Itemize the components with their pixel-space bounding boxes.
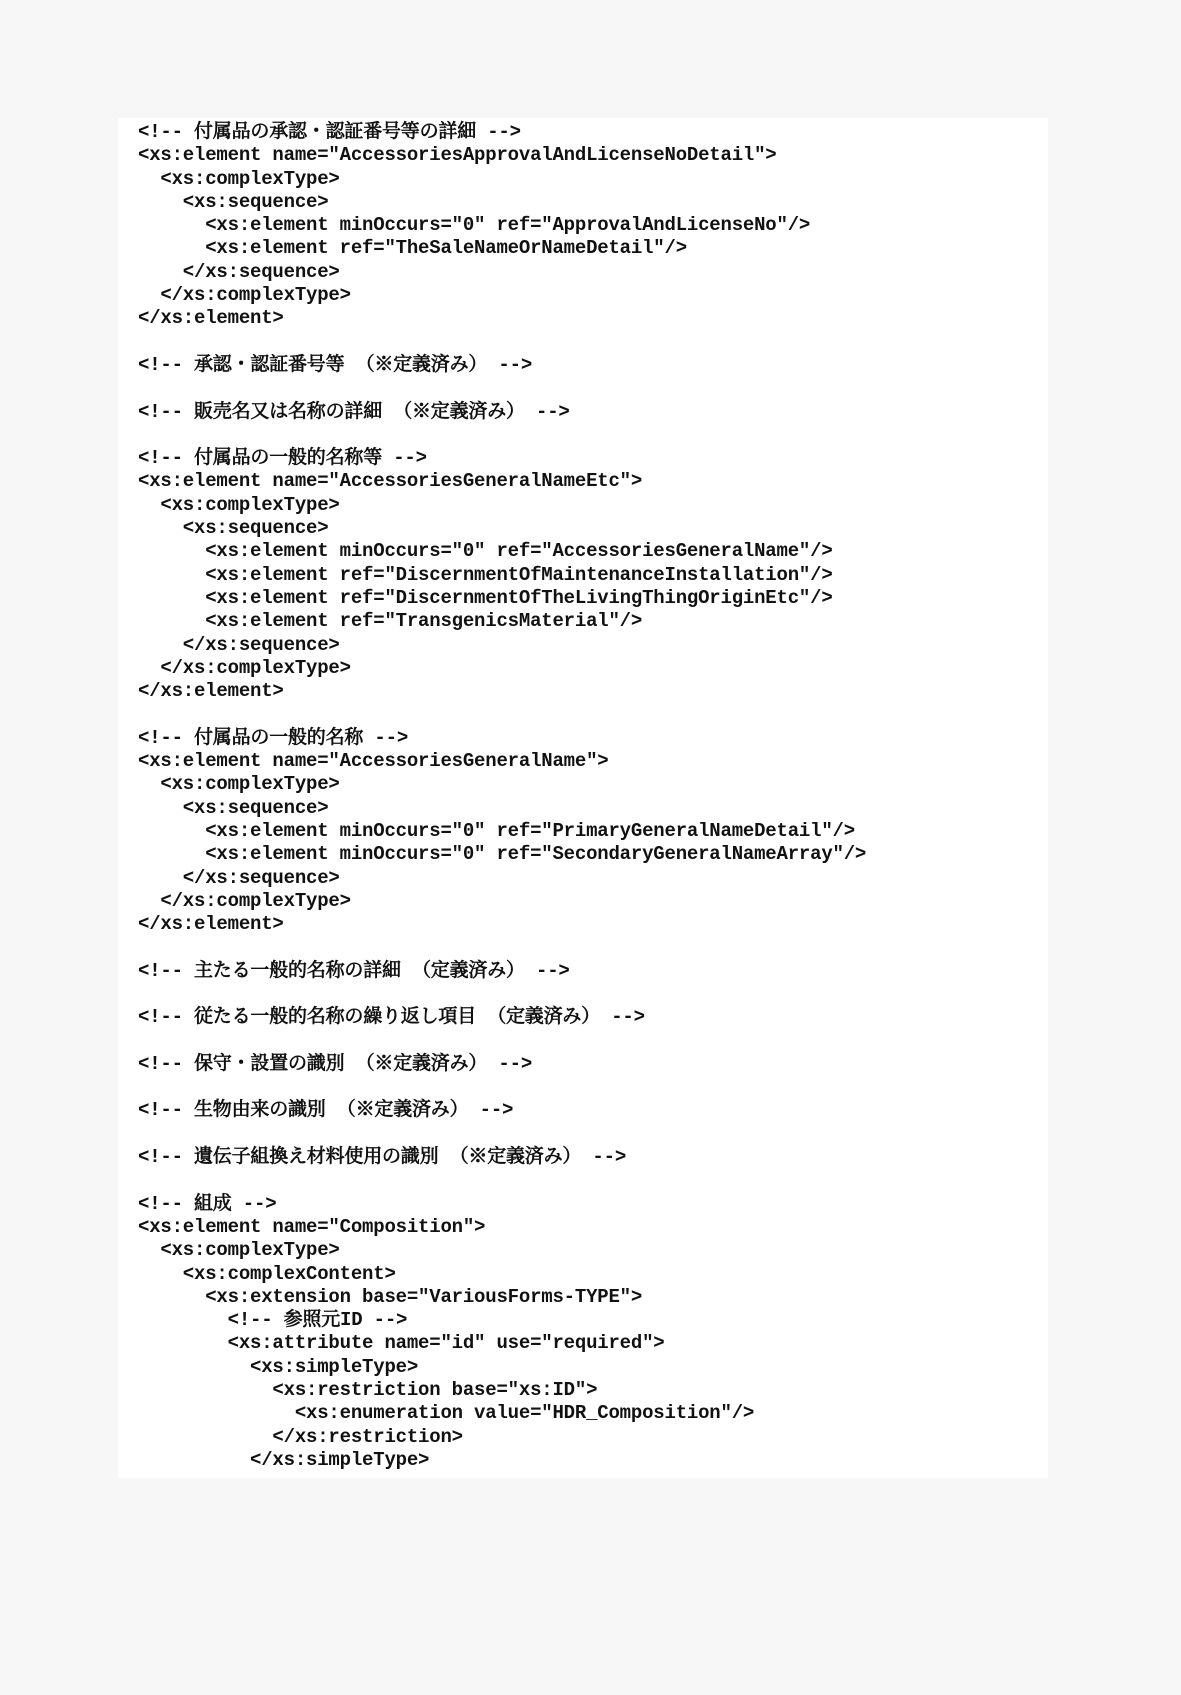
code-line: <xs:attribute name="id" use="required"> [138, 1332, 665, 1355]
code-line: <xs:element name="AccessoriesApprovalAndLicenseNoDetail"> [138, 144, 777, 167]
blank-line [138, 703, 866, 726]
code-comment-line: <!-- 参照元ID --> [138, 1309, 408, 1332]
blank-line [138, 1076, 866, 1099]
code-line: <xs:complexType> [138, 773, 340, 796]
code-line: </xs:element> [138, 913, 284, 936]
code-line: <xs:complexType> [138, 167, 340, 190]
blank-line [138, 377, 866, 400]
xml-schema-code-listing [138, 121, 866, 1472]
code-line: </xs:simpleType> [138, 1448, 430, 1471]
code-line: <xs:element ref="DiscernmentOfMaintenanceInstallation"/> [138, 563, 833, 586]
code-line: <xs:element minOccurs="0" ref="SecondaryGeneralNameArray"/> [138, 843, 867, 866]
code-comment-line: <!-- 保守・設置の識別 （※定義済み） --> [138, 1052, 533, 1075]
code-comment-line: <!-- 主たる一般的名称の詳細 （定義済み） --> [138, 959, 570, 982]
blank-line [138, 936, 866, 959]
code-comment-line: <!-- 従たる一般的名称の繰り返し項目 （定義済み） --> [138, 1006, 645, 1029]
code-line: <xs:sequence> [138, 796, 329, 819]
blank-line [138, 983, 866, 1006]
code-line: <xs:element ref="TheSaleNameOrNameDetail"/> [138, 237, 687, 260]
code-line: <xs:enumeration value="HDR_Composition"/> [138, 1402, 755, 1425]
blank-line [138, 331, 866, 354]
code-comment-line: <!-- 付属品の承認・認証番号等の詳細 --> [138, 121, 521, 143]
code-line: </xs:sequence> [138, 260, 340, 283]
code-comment-line: <!-- 承認・認証番号等 （※定義済み） --> [138, 353, 533, 376]
blank-line [138, 1030, 866, 1053]
code-line: <xs:element minOccurs="0" ref="PrimaryGeneralNameDetail"/> [138, 819, 855, 842]
code-line: </xs:element> [138, 307, 284, 330]
code-line: </xs:complexType> [138, 889, 351, 912]
code-line: <xs:complexType> [138, 1239, 340, 1262]
code-line: <xs:complexType> [138, 493, 340, 516]
code-line: <xs:element ref="DiscernmentOfTheLivingThingOriginEtc"/> [138, 586, 833, 609]
blank-line [138, 1169, 866, 1192]
code-line: <xs:element name="Composition"> [138, 1215, 486, 1238]
code-line: <xs:extension base="VariousForms-TYPE"> [138, 1285, 643, 1308]
code-line: </xs:restriction> [138, 1425, 463, 1448]
code-line: <xs:restriction base="xs:ID"> [138, 1379, 598, 1402]
code-line: </xs:sequence> [138, 633, 340, 656]
blank-line [138, 424, 866, 447]
code-line: </xs:element> [138, 680, 284, 703]
code-line: <xs:element minOccurs="0" ref="AccessoriesGeneralName"/> [138, 540, 833, 563]
code-comment-line: <!-- 組成 --> [138, 1192, 277, 1215]
code-line: </xs:sequence> [138, 866, 340, 889]
code-comment-line: <!-- 付属品の一般的名称 --> [138, 726, 409, 749]
code-line: <xs:sequence> [138, 190, 329, 213]
code-line: </xs:complexType> [138, 656, 351, 679]
code-line: <xs:element minOccurs="0" ref="ApprovalAndLicenseNo"/> [138, 214, 811, 237]
code-comment-line: <!-- 付属品の一般的名称等 --> [138, 447, 427, 470]
code-comment-line: <!-- 遺伝子組換え材料使用の識別 （※定義済み） --> [138, 1146, 627, 1169]
blank-line [138, 1123, 866, 1146]
code-line: <xs:complexContent> [138, 1262, 396, 1285]
code-line: </xs:complexType> [138, 284, 351, 307]
code-line: <xs:simpleType> [138, 1355, 419, 1378]
code-line: <xs:element ref="TransgenicsMaterial"/> [138, 610, 643, 633]
code-comment-line: <!-- 販売名又は名称の詳細 （※定義済み） --> [138, 400, 570, 423]
code-line: <xs:element name="AccessoriesGeneralName"> [138, 750, 609, 773]
code-comment-line: <!-- 生物由来の識別 （※定義済み） --> [138, 1099, 514, 1122]
code-line: <xs:element name="AccessoriesGeneralNameEtc"> [138, 470, 643, 493]
code-line: <xs:sequence> [138, 517, 329, 540]
